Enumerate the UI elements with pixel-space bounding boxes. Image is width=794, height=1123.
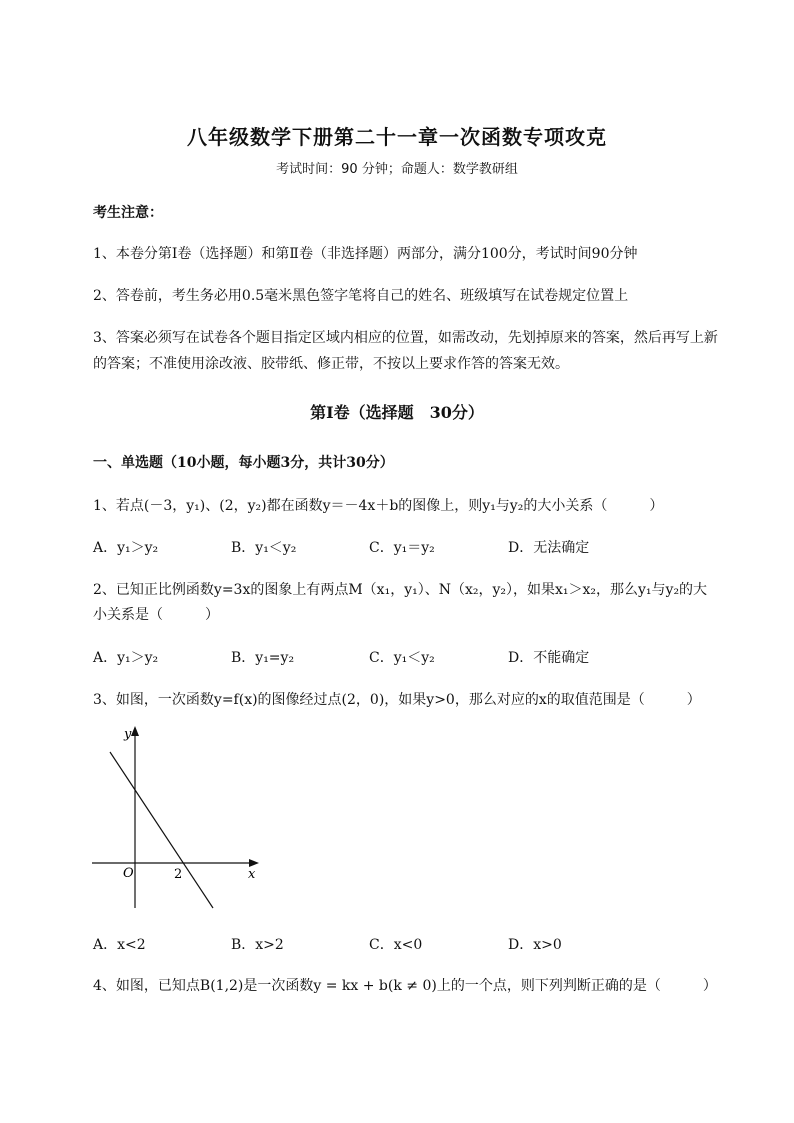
q1-option-c[interactable]: C．y₁＝y₂ bbox=[369, 540, 435, 556]
q1-option-d[interactable]: D．无法确定 bbox=[508, 540, 590, 556]
notice-item-1: 1、本卷分第I卷（选择题）和第Ⅱ卷（非选择题）两部分，满分100分，考试时间90分钟 bbox=[93, 246, 638, 262]
notice-heading: 考生注意： bbox=[93, 205, 163, 221]
q3-option-c[interactable]: C．x<0 bbox=[369, 937, 423, 953]
notice-item-3: 3、答案必须写在试卷各个题目指定区域内相应的位置，如需改动，先划掉原来的答案，然后再写上新 bbox=[93, 330, 718, 346]
q1-option-b[interactable]: B．y₁＜y₂ bbox=[231, 540, 297, 556]
x-axis-label: x bbox=[248, 867, 256, 882]
function-graph bbox=[88, 722, 268, 914]
notice-item-2: 2、答卷前，考生务必用0.5毫米黑色签字笔将自己的姓名、班级填写在试卷规定位置上 bbox=[93, 288, 629, 304]
notice-item-3-cont: 的答案；不准使用涂改液、胶带纸、修正带，不按以上要求作答的答案无效。 bbox=[93, 356, 569, 372]
part-title: 一、单选题（10小题，每小题3分，共计30分） bbox=[93, 455, 394, 471]
q2-option-a[interactable]: A．y₁＞y₂ bbox=[93, 650, 159, 666]
q2-option-b[interactable]: B．y₁=y₂ bbox=[231, 650, 295, 666]
page-title: 八年级数学下册第二十一章一次函数专项攻克 bbox=[187, 125, 607, 149]
question-2: 2、已知正比例函数y=3x的图象上有两点M（x₁，y₁）、N（x₂，y₂），如果x₁＞x₂，那么y₁与y₂的大 bbox=[93, 582, 708, 598]
question-4: 4、如图，已知点B(1,2)是一次函数y = kx + b(k ≠ 0)上的一个点，则下列判断正确的是（ ） bbox=[93, 978, 717, 994]
question-1: 1、若点(－3，y₁)、(2，y₂)都在函数y＝－4x＋b的图像上，则y₁与y₂的大小关系（ ） bbox=[93, 498, 664, 514]
y-axis-label: y bbox=[124, 727, 132, 742]
y-axis-arrow bbox=[131, 726, 139, 736]
q2-option-d[interactable]: D．不能确定 bbox=[508, 650, 590, 666]
x-intercept-label: 2 bbox=[174, 867, 183, 882]
q2-option-c[interactable]: C．y₁＜y₂ bbox=[369, 650, 435, 666]
q1-option-a[interactable]: A．y₁＞y₂ bbox=[93, 540, 159, 556]
q3-option-a[interactable]: A．x<2 bbox=[93, 937, 146, 953]
function-line bbox=[110, 752, 213, 908]
section-title: 第I卷（选择题 30分） bbox=[310, 403, 484, 422]
origin-label: O bbox=[123, 866, 134, 881]
x-axis-arrow bbox=[249, 859, 259, 867]
q3-option-b[interactable]: B．x>2 bbox=[231, 937, 284, 953]
question-3: 3、如图，一次函数y=f(x)的图像经过点(2，0)，如果y>0，那么对应的x的取值范围是（ ） bbox=[93, 692, 701, 708]
exam-info: 考试时间：90 分钟；命题人：数学教研组 bbox=[276, 162, 518, 177]
question-2-cont: 小关系是（ ） bbox=[93, 607, 219, 623]
q3-option-d[interactable]: D．x>0 bbox=[508, 937, 562, 953]
